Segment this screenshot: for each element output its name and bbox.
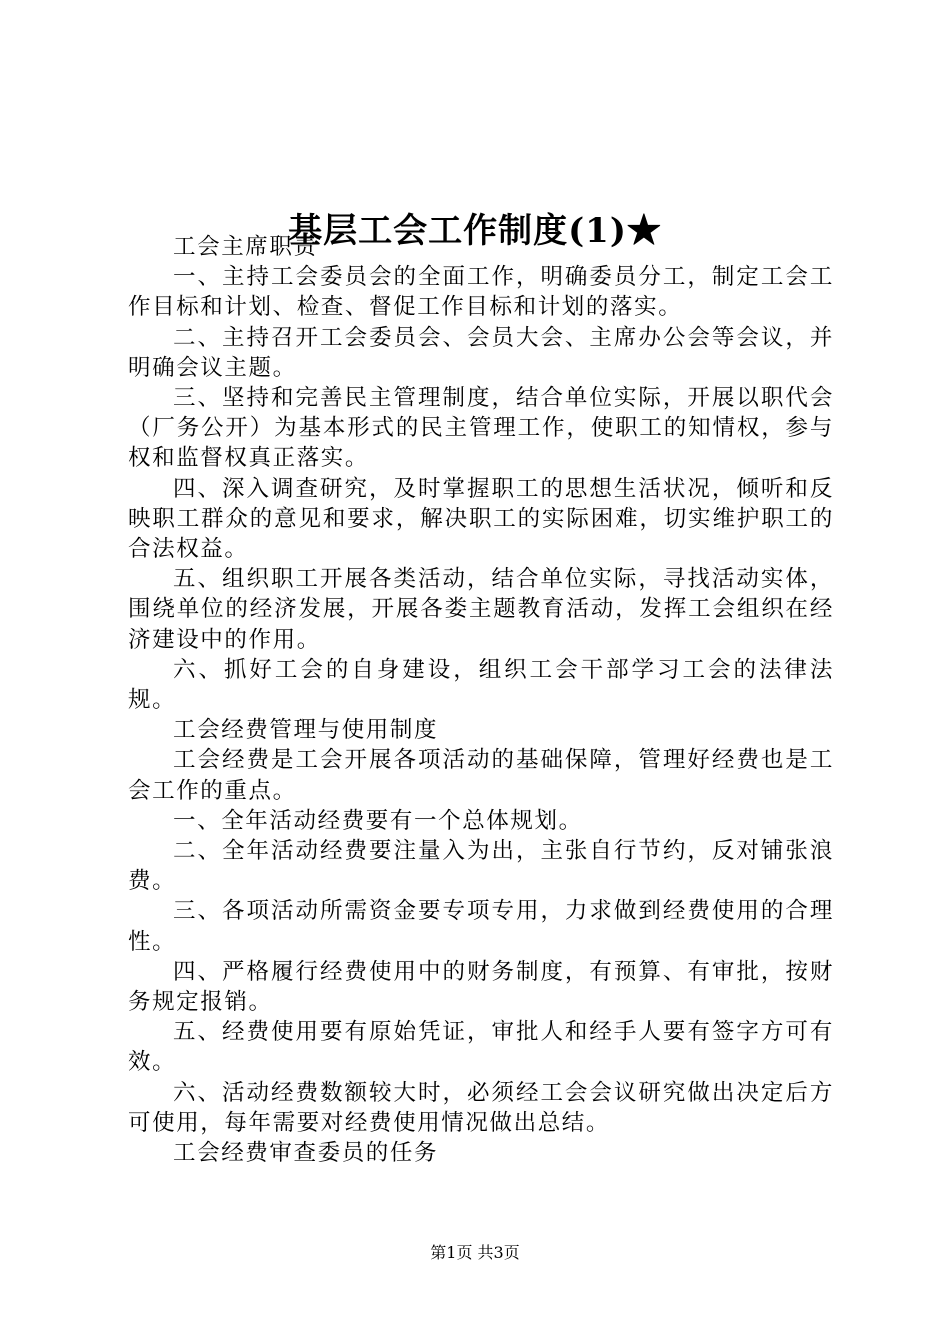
paragraph: 三、坚持和完善民主管理制度，结合单位实际，开展以职代会（厂务公开）为基本形式的民主管理工作，使职工的知情权，参与权和监督权真正落实。: [128, 385, 834, 472]
paragraph: 一、主持工会委员会的全面工作，明确委员分工，制定工会工作目标和计划、检查、督促工作目标和计划的落实。: [128, 264, 834, 321]
paragraph: 五、经费使用要有原始凭证，审批人和经手人要有签字方可有效。: [128, 1019, 834, 1076]
document-body: [128, 232, 834, 1168]
paragraph: 五、组织职工开展各类活动，结合单位实际，寻找活动实体，围绕单位的经济发展，开展各娄主题教育活动，发挥工会组织在经济建设中的作用。: [128, 566, 834, 653]
paragraph: 六、活动经费数额较大时，必须经工会会议研究做出决定后方可使用，每年需要对经费使用情况做出总结。: [128, 1079, 834, 1136]
paragraph: 二、全年活动经费要注量入为出，主张自行节约，反对铺张浪费。: [128, 838, 834, 895]
section-heading-chairman-duties: 工会主席职责: [173, 234, 318, 260]
paragraph: 一、全年活动经费要有一个总体规划。: [173, 807, 583, 834]
paragraph: 工会经费是工会开展各项活动的基础保障，管理好经费也是工会工作的重点。: [128, 747, 834, 804]
page-number-footer: 第1页 共3页: [430, 1243, 520, 1262]
paragraph: 六、抓好工会的自身建设，组织工会干部学习工会的法律法规。: [128, 656, 834, 714]
document-title: 基层工会工作制度(1)★: [288, 210, 662, 251]
paragraph: 三、各项活动所需资金要专项专用，力求做到经费使用的合理性。: [128, 898, 834, 955]
paragraph: 四、严格履行经费使用中的财务制度，有预算、有审批，按财务规定报销。: [128, 958, 834, 1016]
paragraph: 四、深入调查研究，及时掌握职工的思想生活状况，倾听和反映职工群众的意见和要求，解决职工的实际困难，切实维护职工的合法权益。: [128, 475, 834, 563]
paragraph: 二、主持召开工会委员会、会员大会、主席办公会等会议，并明确会议主题。: [128, 324, 834, 381]
section-heading-fund-management: 工会经费管理与使用制度: [173, 717, 439, 744]
section-heading-fund-audit: 工会经费审查委员的任务: [173, 1140, 439, 1167]
